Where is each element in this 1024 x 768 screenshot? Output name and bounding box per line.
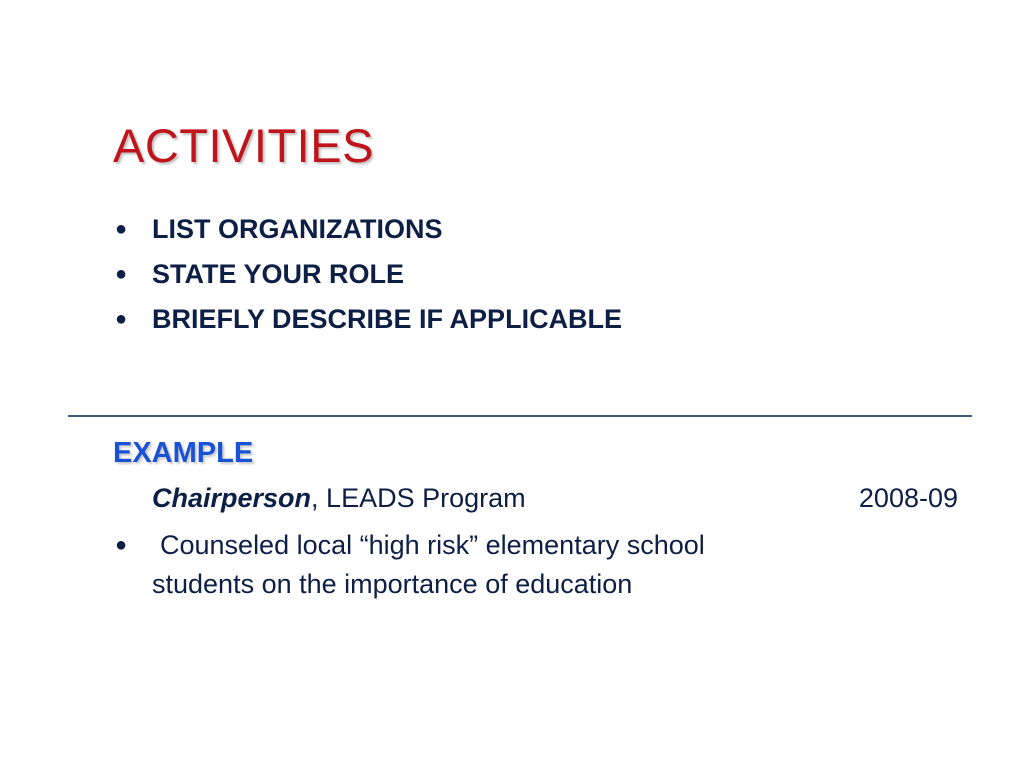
entry-year: 2008-09 <box>858 483 958 513</box>
list-item <box>113 297 622 342</box>
list-item <box>113 207 622 252</box>
bullet-icon: ● <box>115 534 128 556</box>
instruction-list <box>113 207 622 342</box>
entry-organization: , LEADS Program <box>311 483 526 513</box>
slide-title: ACTIVITIES <box>113 119 374 172</box>
description-line: Counseled local “high risk” elementary school <box>160 530 705 560</box>
section-divider <box>68 415 972 417</box>
list-item <box>113 252 622 297</box>
list-item-text: STATE YOUR ROLE <box>152 259 405 289</box>
list-item-text: BRIEFLY DESCRIBE IF APPLICABLE <box>152 304 623 334</box>
example-heading: EXAMPLE <box>113 437 254 469</box>
bullet-icon: ● <box>115 263 128 285</box>
description-line: students on the importance of education <box>152 569 633 599</box>
list-item-text: LIST ORGANIZATIONS <box>152 214 443 244</box>
entry-role: Chairperson <box>152 483 312 513</box>
bullet-icon: ● <box>115 218 128 240</box>
bullet-icon: ● <box>115 308 128 330</box>
example-entry <box>152 478 958 518</box>
